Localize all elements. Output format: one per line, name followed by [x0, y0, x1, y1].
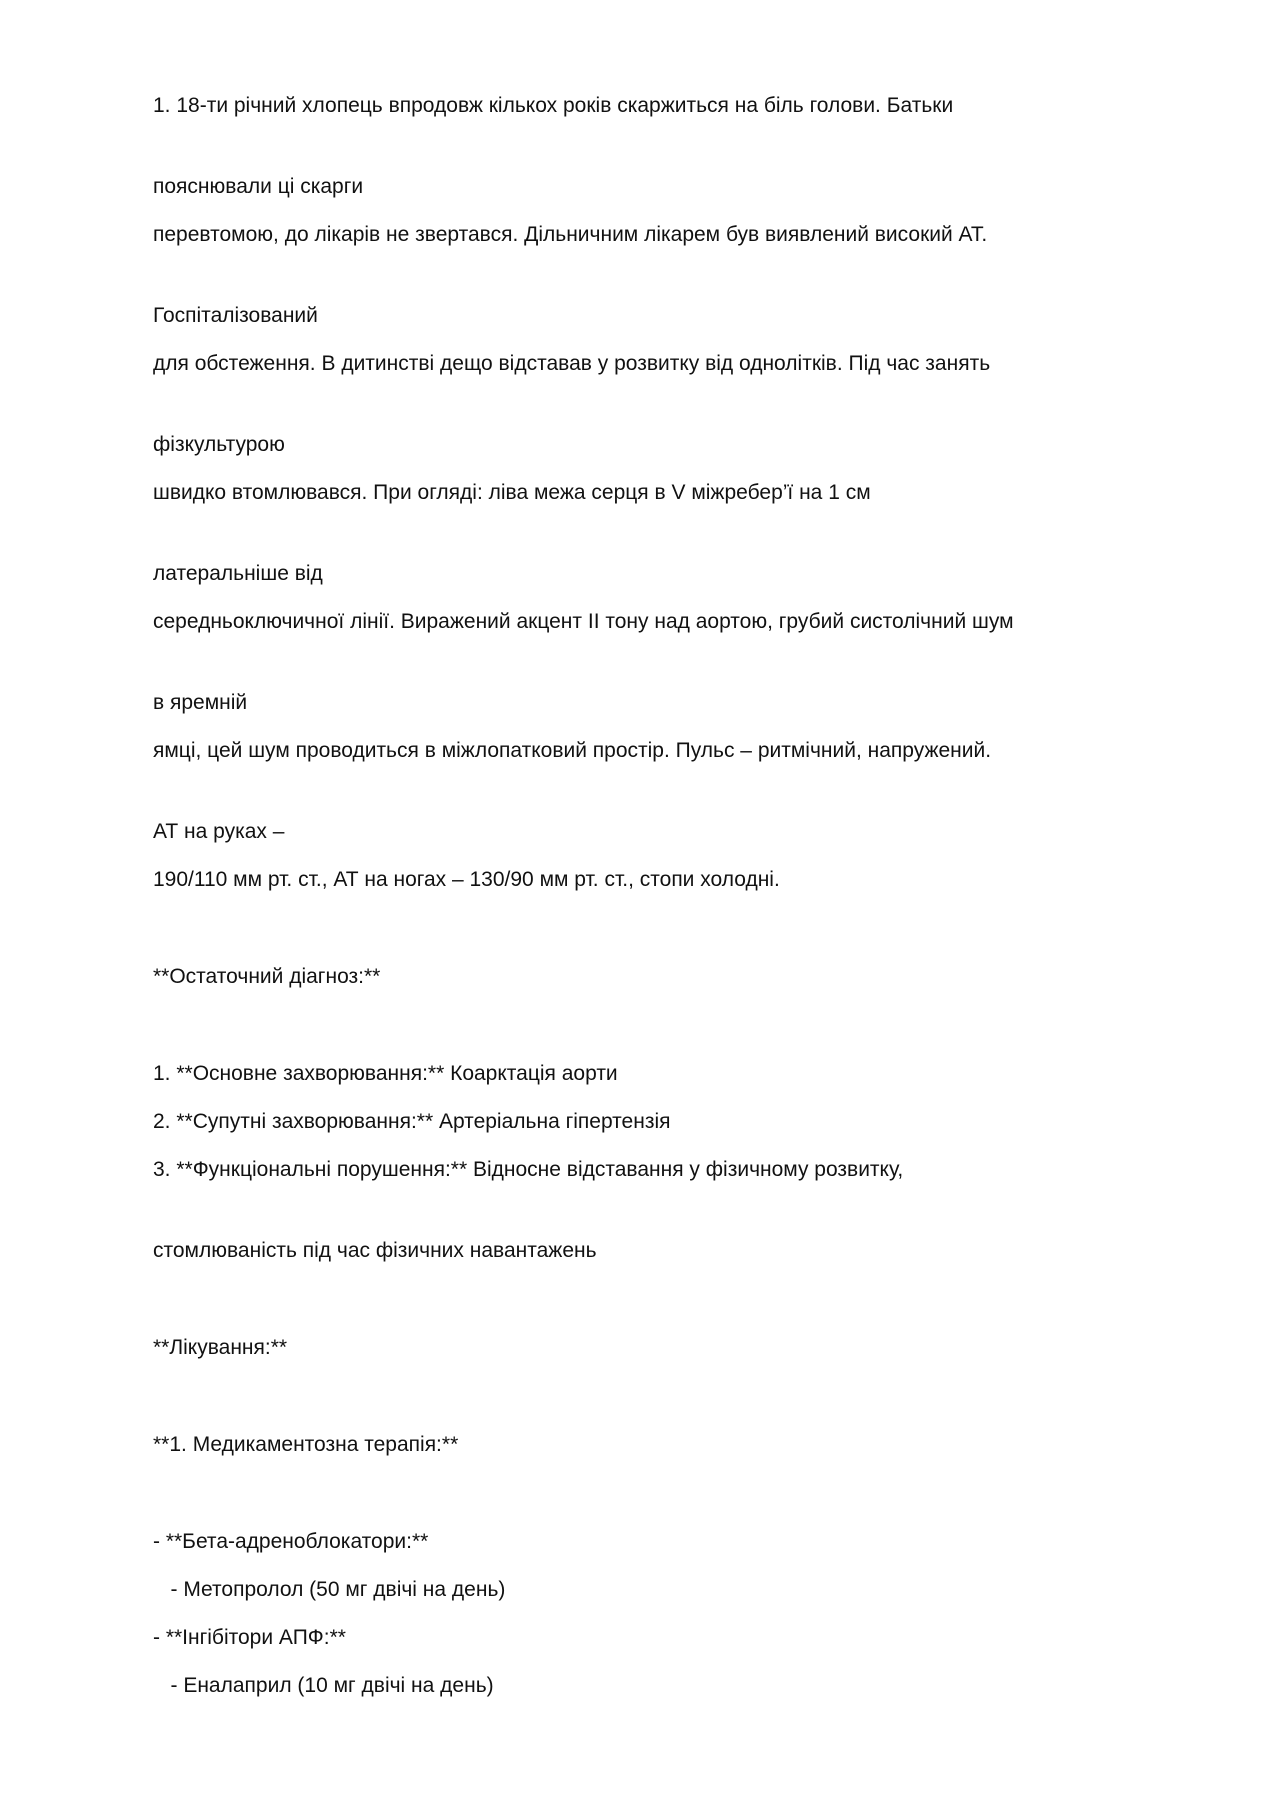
- text-line: перевтомою, до лікарів не звертався. Дільничним лікарем був виявлений високий АТ.: [153, 223, 988, 246]
- list-item: - **Інгібітори АПФ:**: [153, 1626, 346, 1649]
- text-line: фізкультурою: [153, 433, 285, 456]
- text-line: для обстеження. В дитинстві дещо відставав у розвитку від однолітків. Під час занять: [153, 352, 991, 375]
- text-line: АТ на руках –: [153, 820, 285, 843]
- list-item: - **Бета-адреноблокатори:**: [153, 1530, 429, 1553]
- text-line: Госпіталізований: [153, 304, 318, 327]
- text-line: ямці, цей шум проводиться в міжлопатковий простір. Пульс – ритмічний, напружений.: [153, 739, 992, 762]
- text-line: швидко втомлювався. При огляді: ліва межа серця в V міжребер’ї на 1 см: [153, 481, 871, 504]
- list-item: 3. **Функціональні порушення:** Відносне відставання у фізичному розвитку,: [153, 1158, 904, 1181]
- text-line: стомлюваність під час фізичних навантажень: [153, 1239, 597, 1262]
- text-line: 1. 18-ти річний хлопець впродовж кількох років скаржиться на біль голови. Батьки: [153, 94, 954, 117]
- section-heading-treatment: **Лікування:**: [153, 1336, 288, 1359]
- subsection-heading-medication: **1. Медикаментозна терапія:**: [153, 1433, 459, 1456]
- text-line: 190/110 мм рт. ст., АТ на ногах – 130/90 мм рт. ст., стопи холодні.: [153, 868, 780, 891]
- text-line: середньоключичної лінії. Виражений акцент II тону над аортою, грубий систолічний шум: [153, 610, 1014, 633]
- section-heading-diagnosis: **Остаточний діагноз:**: [153, 965, 381, 988]
- list-item: 1. **Основне захворювання:** Коарктація аорти: [153, 1062, 618, 1085]
- text-line: пояснювали ці скарги: [153, 175, 364, 198]
- list-item: 2. **Супутні захворювання:** Артеріальна гіпертензія: [153, 1110, 671, 1133]
- text-line: в яремній: [153, 691, 248, 714]
- list-item: - Еналаприл (10 мг двічі на день): [153, 1674, 494, 1697]
- list-item: - Метопролол (50 мг двічі на день): [153, 1578, 506, 1601]
- text-line: латеральніше від: [153, 562, 323, 585]
